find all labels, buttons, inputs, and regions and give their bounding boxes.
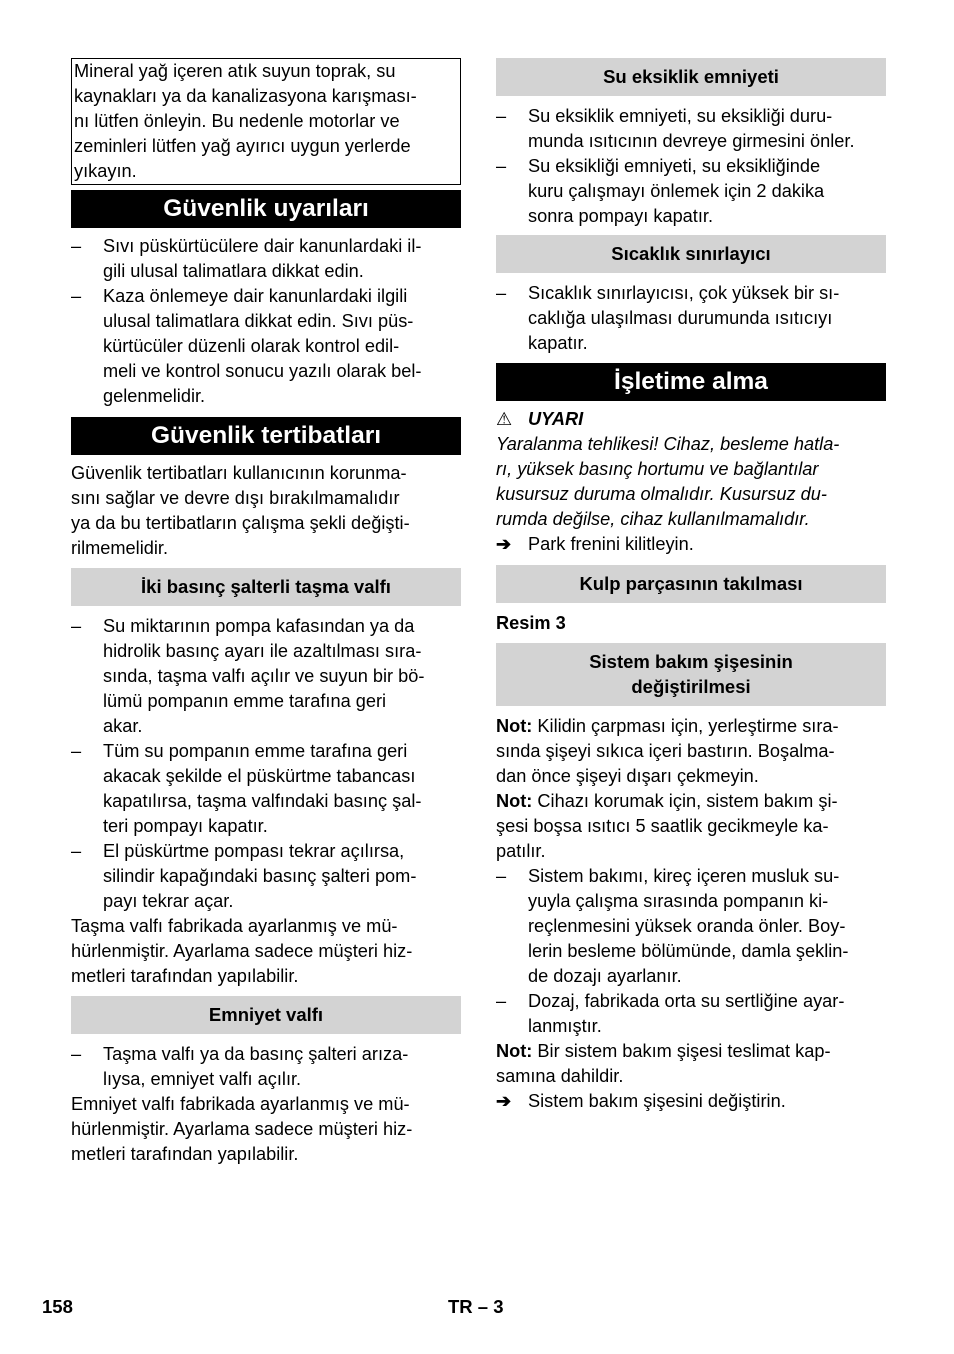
dash-bullet: – (71, 286, 82, 306)
text-line: Dozaj, fabrikada orta su sertliğine ayar- (528, 991, 845, 1011)
list-item (496, 104, 886, 154)
text-line: rilmemelidir. (71, 538, 169, 558)
safety-valve-list (71, 1042, 461, 1092)
dash-bullet: – (71, 236, 82, 256)
text-line: Taşma valfı fabrikada ayarlanmış ve mü- (71, 916, 398, 936)
subsection-title-water-shortage: Su eksiklik emniyeti (496, 58, 886, 96)
text-line: Tüm su pompanın emme tarafına geri (103, 741, 408, 761)
language-page-label: TR – 3 (448, 1296, 504, 1317)
text-line: lerin besleme bölümünde, damla şeklin- (528, 941, 849, 961)
section-title-safety-devices: Güvenlik tertibatları (71, 417, 461, 455)
subsection-title-overflow-valve: İki basınç şalterli taşma valfı (71, 568, 461, 606)
arrow-right-icon: ➔ (496, 1091, 512, 1111)
text-line: ya da bu tertibatların çalışma şekli değişti- (71, 513, 410, 533)
text-line: Sıcaklık sınırlayıcısı, çok yüksek bir sı- (528, 283, 840, 303)
dash-bullet: – (496, 866, 507, 886)
text-line: kusursuz duruma olmalıdır. Kusursuz du- (496, 484, 827, 504)
subsection-title-safety-valve: Emniyet valfı (71, 996, 461, 1034)
warning-triangle-icon: ⚠ (496, 409, 513, 429)
figure-reference: Resim 3 (496, 613, 566, 633)
text-line: akacak şekilde el püskürtme tabancası (103, 766, 416, 786)
arrow-right-icon: ➔ (496, 534, 512, 554)
text-line: Güvenlik tertibatları kullanıcının korunma- (71, 463, 407, 483)
warning-text (496, 432, 886, 532)
warning-label: UYARI (528, 409, 584, 429)
text-line: sını sağlar ve devre dışı bırakılmamalıdır (71, 488, 400, 508)
text-line: Kaza önlemeye dair kanunlardaki ilgili (103, 286, 408, 306)
system-care-list (496, 864, 886, 1039)
text-line: caklığa ulaşılması durumunda ısıtıcıyı (528, 308, 833, 328)
text-line: hidrolik basınç ayarı ile azaltılması sıra- (103, 641, 422, 661)
text-line: El püskürtme pompası tekrar açılırsa, (103, 841, 405, 861)
dash-bullet: – (496, 156, 507, 176)
note-2: Not: Cihazı korumak için, sistem bakım şi- şesi boşsa ısıtıcı 5 saatlik gecikmeyle ka- patılır. (496, 791, 838, 861)
dash-bullet: – (71, 741, 82, 761)
note-label: Not: (496, 716, 533, 736)
list-item (71, 284, 461, 409)
text-line: teri pompayı kapatır. (103, 816, 268, 836)
list-item (71, 839, 461, 914)
temperature-limiter-list (496, 281, 886, 356)
text-line: kapatılırsa, taşma valfındaki basınç şal- (103, 791, 422, 811)
text-line: yıkayın. (74, 161, 137, 181)
text-line: rı, yüksek basınç hortumu ve bağlantılar (496, 459, 819, 479)
safety-instructions-list (71, 234, 461, 409)
list-item (496, 281, 886, 356)
text-line: gili ulusal talimatlara dikkat edin. (103, 261, 364, 281)
text-line: lıysa, emniyet valfı açılır. (103, 1069, 302, 1089)
step-park-brake (496, 532, 886, 557)
text-line: değiştirilmesi (631, 676, 751, 697)
page-number: 158 (42, 1296, 73, 1317)
text-line: sında, taşma valfı açılır ve suyun bir bö- (103, 666, 425, 686)
note-label: Not: (496, 1041, 533, 1061)
text-line: kaynakları ya da kanalizasyona karışması- (74, 86, 417, 106)
text-line: gelenmelidir. (103, 386, 206, 406)
text-line: hürlenmiştir. Ayarlama sadece müşteri hiz- (71, 941, 413, 961)
list-item (71, 234, 461, 284)
dash-bullet: – (496, 106, 507, 126)
step-replace-bottle (496, 1089, 886, 1114)
text-line: hürlenmiştir. Ayarlama sadece müşteri hiz- (71, 1119, 413, 1139)
dash-bullet: – (71, 616, 82, 636)
dash-bullet: – (71, 1044, 82, 1064)
text-line: akar. (103, 716, 143, 736)
text-line: sonra pompayı kapatır. (528, 206, 714, 226)
text-line: silindir kapağındaki basınç şalteri pom- (103, 866, 417, 886)
right-column (496, 58, 886, 1114)
environment-notice-box (71, 58, 461, 185)
text-line: metleri tarafından yapılabilir. (71, 1144, 299, 1164)
step-text: Park frenini kilitleyin. (528, 534, 694, 554)
text-line: Sistem bakımı, kireç içeren musluk su- (528, 866, 840, 886)
left-column (71, 58, 461, 1167)
subsection-title-handle-mounting: Kulp parçasının takılması (496, 565, 886, 603)
safety-devices-paragraph (71, 461, 461, 561)
text-line: kuru çalışmayı önlemek için 2 dakika (528, 181, 825, 201)
text-line: kürtücüler düzenli olarak kontrol edil- (103, 336, 400, 356)
text-line: Taşma valfı ya da basınç şalteri arıza- (103, 1044, 409, 1064)
text-line: Sistem bakım şişesinin (589, 651, 793, 672)
subsection-title-system-care-bottle (496, 643, 886, 706)
safety-valve-paragraph (71, 1092, 461, 1167)
section-title-safety-instructions: Güvenlik uyarıları (71, 190, 461, 228)
list-item (496, 989, 886, 1039)
text-line: yuyla çalışma sırasında pompanın ki- (528, 891, 829, 911)
overflow-valve-list (71, 614, 461, 914)
note-3: Not: Bir sistem bakım şişesi teslimat kap- samına dahildir. (496, 1041, 831, 1086)
warning-heading (496, 407, 886, 432)
text-line: reçlenmesini yüksek oranda önler. Boy- (528, 916, 846, 936)
text-line: kapatır. (528, 333, 588, 353)
text-line: metleri tarafından yapılabilir. (71, 966, 299, 986)
list-item (496, 154, 886, 229)
text-line: Su eksiklik emniyeti, su eksikliği duru- (528, 106, 833, 126)
text-line: lümü pompanın emme tarafına geri (103, 691, 387, 711)
list-item (496, 864, 886, 989)
text-line: nı lütfen önleyin. Bu nedenle motorlar ve (74, 111, 400, 131)
note-1: Not: Kilidin çarpması için, yerleştirme sıra- sında şişeyi sıkıca içeri bastırın. Boşalma- dan önce şişeyi dışarı çekmeyin. (496, 716, 839, 786)
text-line: ulusal talimatlara dikkat edin. Sıvı püs- (103, 311, 414, 331)
text-line: Su miktarının pompa kafasından ya da (103, 616, 415, 636)
dash-bullet: – (496, 991, 507, 1011)
step-text: Sistem bakım şişesini değiştirin. (528, 1091, 786, 1111)
text-line: Yaralanma tehlikesi! Cihaz, besleme hatla- (496, 434, 840, 454)
overflow-valve-paragraph (71, 914, 461, 989)
dash-bullet: – (71, 841, 82, 861)
text-line: Sıvı püskürtücülere dair kanunlardaki il- (103, 236, 422, 256)
subsection-title-temperature-limiter: Sıcaklık sınırlayıcı (496, 235, 886, 273)
note-label: Not: (496, 791, 533, 811)
text-line: Emniyet valfı fabrikada ayarlanmış ve mü- (71, 1094, 410, 1114)
dash-bullet: – (496, 283, 507, 303)
text-line: lanmıştır. (528, 1016, 602, 1036)
text-line: Mineral yağ içeren atık suyun toprak, su (74, 61, 396, 81)
text-line: meli ve kontrol sonucu yazılı olarak bel- (103, 361, 422, 381)
section-title-commissioning: İşletime alma (496, 363, 886, 401)
list-item (71, 1042, 461, 1092)
text-line: Su eksikliği emniyeti, su eksikliğinde (528, 156, 821, 176)
list-item (71, 739, 461, 839)
text-line: payı tekrar açar. (103, 891, 234, 911)
text-line: rumda değilse, cihaz kullanılmamalıdır. (496, 509, 810, 529)
text-line: zeminleri lütfen yağ ayırıcı uygun yerlerde (74, 136, 411, 156)
list-item (71, 614, 461, 739)
text-line: de dozajı ayarlanır. (528, 966, 682, 986)
water-shortage-list (496, 104, 886, 229)
text-line: munda ısıtıcının devreye girmesini önler. (528, 131, 855, 151)
